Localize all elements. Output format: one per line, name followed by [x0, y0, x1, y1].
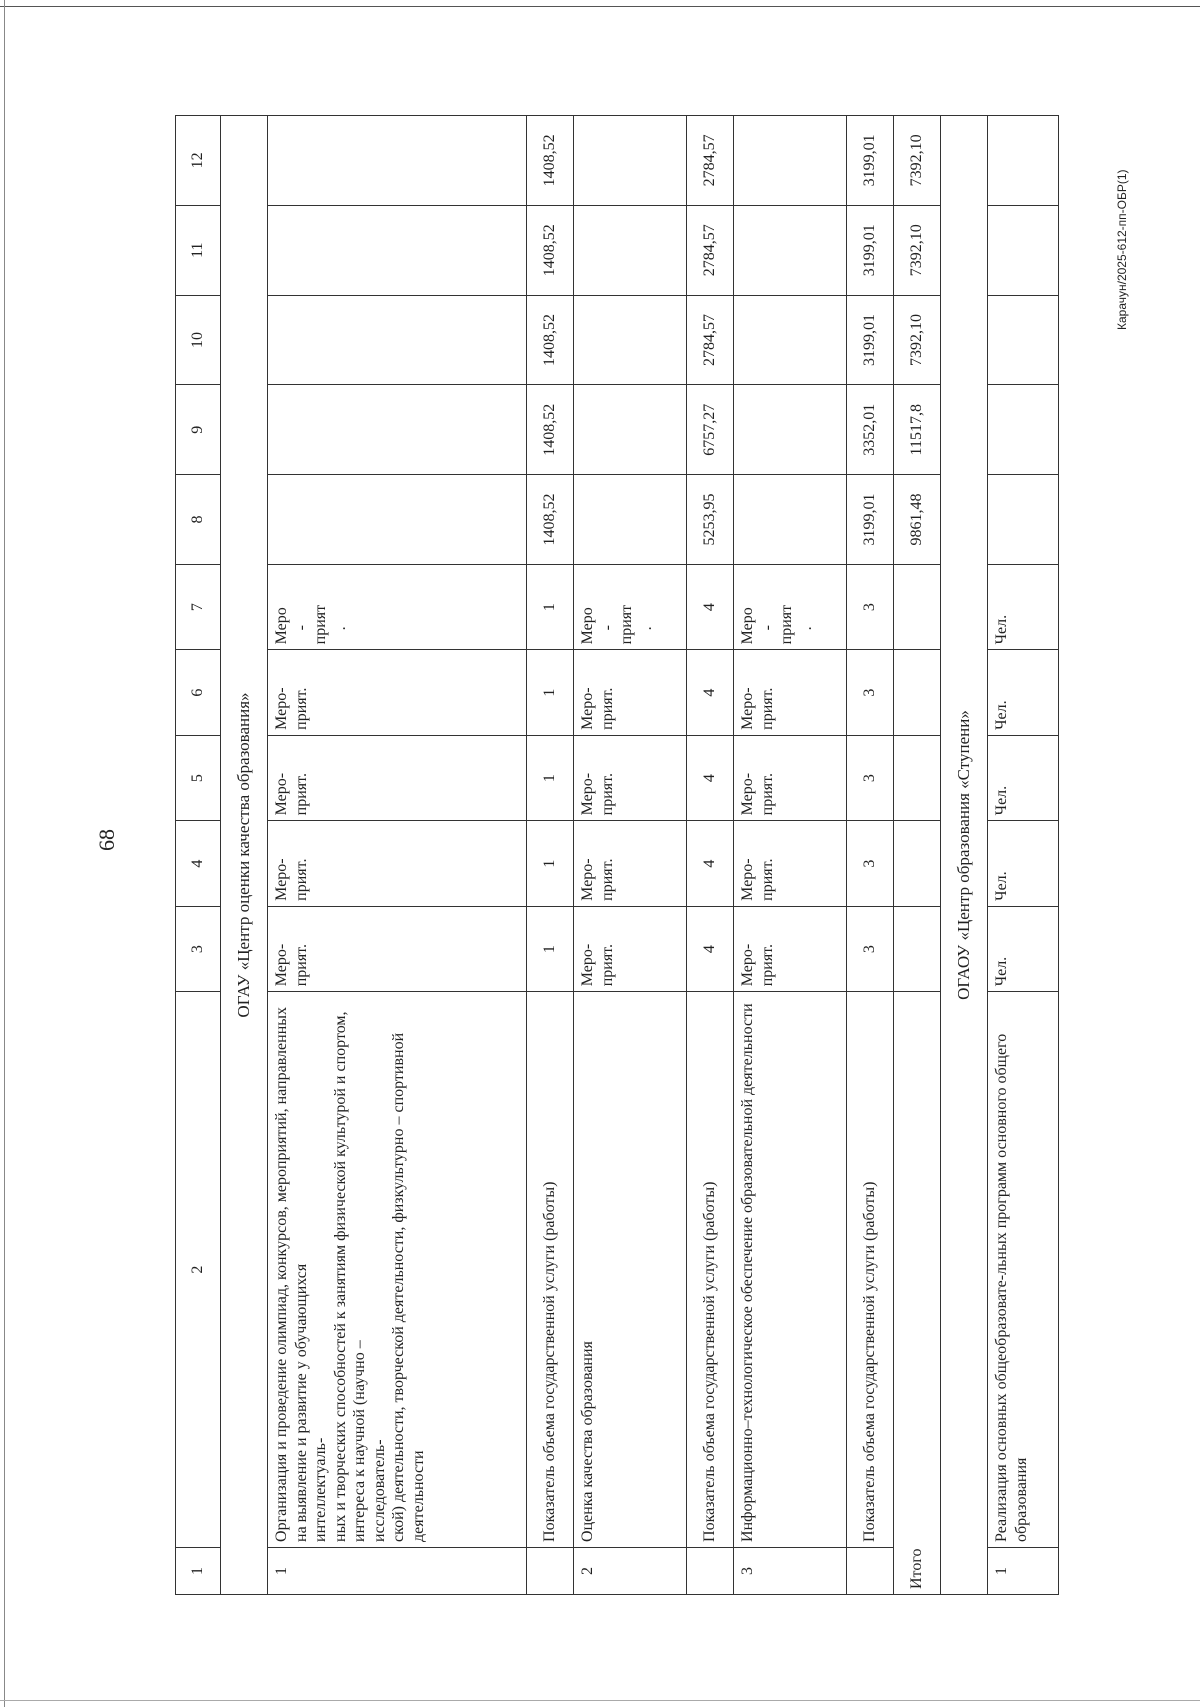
unit-fragment: . — [797, 626, 815, 631]
empty-cell — [268, 116, 527, 206]
unit-cell-col7 — [734, 564, 847, 649]
indicator-label: Показатель объема государственной услуги (работы) — [847, 992, 894, 1548]
service-name-cell: Оценка качества образования — [574, 992, 687, 1548]
service-name-cell: Информационно–технологическое обеспечение образовательной деятельности — [734, 992, 847, 1548]
total-value: 11517,8 — [894, 385, 941, 475]
empty-cell — [734, 475, 847, 565]
empty-cell — [894, 650, 941, 735]
header-cell: 4 — [176, 821, 221, 906]
empty-cell — [574, 116, 687, 206]
value-cell: 4 — [687, 906, 734, 991]
unit-cell: Меро- прият. — [734, 735, 847, 820]
document-code: Карачун/2025-612-пп-ОБР(1) — [1115, 169, 1129, 330]
unit-fragment: . — [637, 626, 655, 631]
value-cell: 4 — [687, 564, 734, 649]
unit-cell: Чел. — [988, 650, 1059, 735]
value-cell: 4 — [687, 650, 734, 735]
value-cell: 3 — [847, 650, 894, 735]
page-number: 68 — [94, 829, 119, 851]
value-cell: 3352,01 — [847, 385, 894, 475]
empty-cell — [988, 385, 1059, 475]
empty-cell — [894, 821, 941, 906]
row-number: 1 — [988, 1547, 1059, 1594]
row-number: 2 — [574, 1547, 687, 1594]
unit-fragment: прият — [778, 604, 796, 645]
total-label: Итого — [894, 992, 941, 1595]
rotated-table-container — [175, 115, 1175, 1595]
header-cell: 1 — [176, 1547, 221, 1594]
unit-cell: Чел. — [988, 821, 1059, 906]
unit-fragment: - — [292, 625, 310, 631]
scan-edge-left — [4, 0, 5, 1707]
value-cell: 3199,01 — [847, 205, 894, 295]
indicator-row — [687, 116, 734, 1595]
unit-cell: Меро- прият. — [574, 735, 687, 820]
row-number: 3 — [734, 1547, 847, 1594]
table-row — [988, 116, 1059, 1595]
empty-cell — [574, 295, 687, 385]
value-cell: 1 — [527, 735, 574, 820]
total-value: 7392,10 — [894, 205, 941, 295]
header-cell: 12 — [176, 116, 221, 206]
unit-fragment: прият — [618, 604, 636, 645]
total-value: 7392,10 — [894, 295, 941, 385]
total-value: 7392,10 — [894, 116, 941, 206]
value-cell: 1 — [527, 906, 574, 991]
value-cell: 3 — [847, 906, 894, 991]
value-cell: 4 — [687, 735, 734, 820]
value-cell: 2784,57 — [687, 295, 734, 385]
empty-cell — [988, 475, 1059, 565]
value-cell: 1 — [527, 650, 574, 735]
value-cell: 2784,57 — [687, 116, 734, 206]
empty-cell — [734, 385, 847, 475]
total-value: 9861,48 — [894, 475, 941, 565]
table-row — [574, 116, 687, 1595]
row-number: 1 — [268, 1547, 527, 1594]
empty-cell — [268, 205, 527, 295]
indicator-label: Показатель объема государственной услуги (работы) — [527, 992, 574, 1548]
unit-cell: Чел. — [988, 564, 1059, 649]
header-cell: 2 — [176, 992, 221, 1548]
header-cell: 11 — [176, 205, 221, 295]
empty-cell — [894, 735, 941, 820]
scan-edge-bottom — [0, 1700, 1200, 1701]
empty-cell — [734, 205, 847, 295]
unit-fragment: Меро — [739, 607, 756, 645]
empty-cell — [268, 475, 527, 565]
unit-cell: Чел. — [988, 735, 1059, 820]
indicator-row — [527, 116, 574, 1595]
unit-cell: Меро- прият. — [268, 650, 527, 735]
column-number-row — [176, 116, 221, 1595]
value-cell: 3 — [847, 821, 894, 906]
value-cell: 5253,95 — [687, 475, 734, 565]
empty-cell — [988, 116, 1059, 206]
empty-cell — [988, 295, 1059, 385]
service-name-line: Организация и проведение олимпиад, конкурсов, мероприятий, направленных на выявление и развитие у обучающихся — [273, 1006, 310, 1542]
unit-cell: Чел. — [988, 906, 1059, 991]
unit-cell-col7 — [268, 564, 527, 649]
table-row — [268, 116, 527, 1595]
value-cell: 1408,52 — [527, 116, 574, 206]
service-name-cell: Реализация основных общеобразовате-льных программ основного общего образования — [988, 992, 1059, 1548]
unit-fragment: Меро — [273, 607, 290, 645]
service-name-line: интеллектуаль- — [312, 1437, 330, 1542]
empty-cell — [574, 205, 687, 295]
service-name-line: ных и творческих способностей к занятиям физической культурой и спортом, интереса к научной (научно – — [331, 1011, 369, 1542]
empty-cell — [734, 116, 847, 206]
value-cell: 1408,52 — [527, 205, 574, 295]
empty-cell — [268, 295, 527, 385]
header-cell: 3 — [176, 906, 221, 991]
empty-cell — [527, 1547, 574, 1594]
empty-cell — [268, 385, 527, 475]
value-cell: 3199,01 — [847, 475, 894, 565]
empty-cell — [894, 906, 941, 991]
value-cell: 1408,52 — [527, 475, 574, 565]
empty-cell — [574, 385, 687, 475]
unit-cell: Меро- прият. — [574, 650, 687, 735]
unit-cell: Меро- прият. — [574, 821, 687, 906]
value-cell: 2784,57 — [687, 205, 734, 295]
unit-cell: Меро- прият. — [268, 821, 527, 906]
value-cell: 3 — [847, 735, 894, 820]
data-table — [175, 115, 1059, 1595]
empty-cell — [574, 475, 687, 565]
unit-cell: Меро- прият. — [574, 906, 687, 991]
unit-cell: Меро- прият. — [734, 650, 847, 735]
unit-fragment: - — [758, 625, 776, 631]
header-cell: 6 — [176, 650, 221, 735]
unit-cell: Меро- прият. — [268, 906, 527, 991]
empty-cell — [687, 1547, 734, 1594]
value-cell: 1408,52 — [527, 385, 574, 475]
section-row — [221, 116, 268, 1595]
unit-fragment: - — [598, 625, 616, 631]
unit-cell: Меро- прият. — [734, 906, 847, 991]
header-cell: 10 — [176, 295, 221, 385]
table-row — [734, 116, 847, 1595]
indicator-label: Показатель объема государственной услуги (работы) — [687, 992, 734, 1548]
value-cell: 3199,01 — [847, 295, 894, 385]
total-row — [894, 116, 941, 1595]
value-cell: 6757,27 — [687, 385, 734, 475]
section-title: ОГАОУ «Центр образования «Ступени» — [941, 116, 988, 1595]
header-cell: 7 — [176, 564, 221, 649]
empty-cell — [847, 1547, 894, 1594]
header-cell: 8 — [176, 475, 221, 565]
unit-fragment: Меро — [579, 607, 596, 645]
value-cell: 3 — [847, 564, 894, 649]
value-cell: 1 — [527, 821, 574, 906]
empty-cell — [988, 205, 1059, 295]
service-name-cell — [268, 992, 527, 1548]
unit-fragment: прият — [312, 604, 330, 645]
value-cell: 1 — [527, 564, 574, 649]
indicator-row — [847, 116, 894, 1595]
service-name-line: ской) деятельности, творческой деятельности, физкультурно – спортивной деятельности — [390, 1032, 427, 1542]
empty-cell — [894, 564, 941, 649]
value-cell: 1408,52 — [527, 295, 574, 385]
unit-fragment: . — [331, 626, 349, 631]
service-name-line: исследователь- — [370, 1439, 388, 1542]
section-row — [941, 116, 988, 1595]
value-cell: 4 — [687, 821, 734, 906]
value-cell: 3199,01 — [847, 116, 894, 206]
unit-cell: Меро- прият. — [734, 821, 847, 906]
header-cell: 5 — [176, 735, 221, 820]
scan-edge-top — [0, 6, 1200, 7]
header-cell: 9 — [176, 385, 221, 475]
unit-cell: Меро- прият. — [268, 735, 527, 820]
unit-cell-col7 — [574, 564, 687, 649]
empty-cell — [734, 295, 847, 385]
section-title: ОГАУ «Центр оценки качества образования» — [221, 116, 268, 1595]
